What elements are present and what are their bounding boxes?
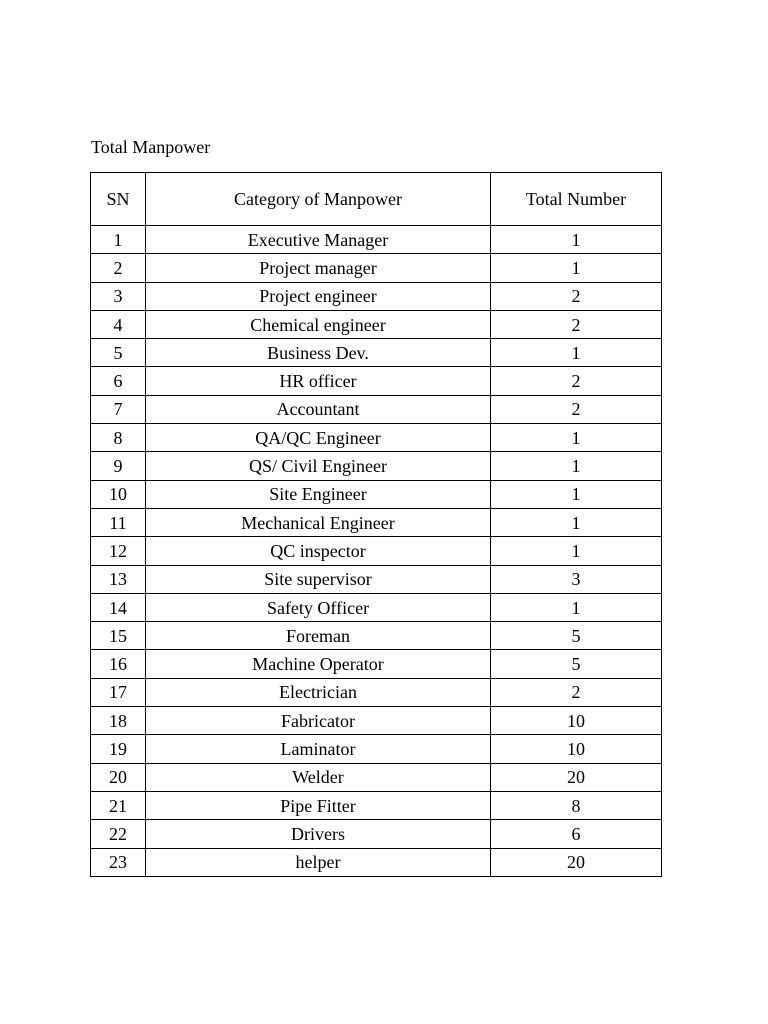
total-number-cell: 1 <box>491 452 662 480</box>
table-row <box>91 226 662 254</box>
sn-cell: 13 <box>91 565 146 593</box>
total-number-cell: 1 <box>491 508 662 536</box>
sn-cell: 2 <box>91 254 146 282</box>
table-row <box>91 763 662 791</box>
category-cell: Executive Manager <box>146 226 491 254</box>
table-row <box>91 424 662 452</box>
category-cell: Site supervisor <box>146 565 491 593</box>
table-body <box>91 226 662 877</box>
category-cell: Project engineer <box>146 282 491 310</box>
sn-cell: 21 <box>91 791 146 819</box>
sn-cell: 8 <box>91 424 146 452</box>
manpower-table <box>90 172 662 877</box>
category-cell: HR officer <box>146 367 491 395</box>
sn-cell: 11 <box>91 508 146 536</box>
sn-cell: 20 <box>91 763 146 791</box>
table-row <box>91 707 662 735</box>
category-cell: Mechanical Engineer <box>146 508 491 536</box>
category-cell: Accountant <box>146 395 491 423</box>
sn-cell: 9 <box>91 452 146 480</box>
total-number-cell: 2 <box>491 678 662 706</box>
category-cell: Foreman <box>146 622 491 650</box>
page-title: Total Manpower <box>91 137 211 157</box>
sn-cell: 22 <box>91 820 146 848</box>
sn-cell: 1 <box>91 226 146 254</box>
category-cell: Site Engineer <box>146 480 491 508</box>
category-cell: Chemical engineer <box>146 310 491 338</box>
table-row <box>91 565 662 593</box>
sn-cell: 18 <box>91 707 146 735</box>
category-cell: Pipe Fitter <box>146 791 491 819</box>
total-number-cell: 2 <box>491 310 662 338</box>
total-number-cell: 1 <box>491 254 662 282</box>
total-number-cell: 2 <box>491 367 662 395</box>
sn-cell: 4 <box>91 310 146 338</box>
table-row <box>91 452 662 480</box>
table-row <box>91 650 662 678</box>
category-cell: Drivers <box>146 820 491 848</box>
table-header <box>91 173 662 226</box>
total-number-cell: 10 <box>491 735 662 763</box>
header-total-number: Total Number <box>491 173 662 226</box>
total-number-cell: 1 <box>491 226 662 254</box>
table-row <box>91 480 662 508</box>
total-number-cell: 1 <box>491 537 662 565</box>
sn-cell: 10 <box>91 480 146 508</box>
sn-cell: 6 <box>91 367 146 395</box>
category-cell: Welder <box>146 763 491 791</box>
category-cell: QS/ Civil Engineer <box>146 452 491 480</box>
table-row <box>91 678 662 706</box>
category-cell: Business Dev. <box>146 339 491 367</box>
table-row <box>91 395 662 423</box>
table-row <box>91 735 662 763</box>
sn-cell: 3 <box>91 282 146 310</box>
table-row <box>91 339 662 367</box>
header-category: Category of Manpower <box>146 173 491 226</box>
sn-cell: 17 <box>91 678 146 706</box>
category-cell: Laminator <box>146 735 491 763</box>
category-cell: QA/QC Engineer <box>146 424 491 452</box>
category-cell: Electrician <box>146 678 491 706</box>
table-row <box>91 593 662 621</box>
table-row <box>91 848 662 876</box>
header-row <box>91 173 662 226</box>
sn-cell: 15 <box>91 622 146 650</box>
sn-cell: 16 <box>91 650 146 678</box>
total-number-cell: 1 <box>491 424 662 452</box>
table-row <box>91 508 662 536</box>
sn-cell: 19 <box>91 735 146 763</box>
category-cell: Safety Officer <box>146 593 491 621</box>
header-sn: SN <box>91 173 146 226</box>
total-number-cell: 5 <box>491 622 662 650</box>
table-row <box>91 367 662 395</box>
total-number-cell: 1 <box>491 593 662 621</box>
table-row <box>91 622 662 650</box>
total-number-cell: 6 <box>491 820 662 848</box>
sn-cell: 5 <box>91 339 146 367</box>
sn-cell: 7 <box>91 395 146 423</box>
category-cell: helper <box>146 848 491 876</box>
total-number-cell: 20 <box>491 848 662 876</box>
total-number-cell: 2 <box>491 282 662 310</box>
total-number-cell: 5 <box>491 650 662 678</box>
total-number-cell: 20 <box>491 763 662 791</box>
table-row <box>91 282 662 310</box>
total-number-cell: 3 <box>491 565 662 593</box>
sn-cell: 14 <box>91 593 146 621</box>
table-row <box>91 254 662 282</box>
category-cell: QC inspector <box>146 537 491 565</box>
table-row <box>91 791 662 819</box>
category-cell: Fabricator <box>146 707 491 735</box>
table-row <box>91 820 662 848</box>
sn-cell: 23 <box>91 848 146 876</box>
total-number-cell: 1 <box>491 339 662 367</box>
table-row <box>91 310 662 338</box>
category-cell: Project manager <box>146 254 491 282</box>
table-row <box>91 537 662 565</box>
total-number-cell: 10 <box>491 707 662 735</box>
total-number-cell: 1 <box>491 480 662 508</box>
sn-cell: 12 <box>91 537 146 565</box>
total-number-cell: 8 <box>491 791 662 819</box>
category-cell: Machine Operator <box>146 650 491 678</box>
total-number-cell: 2 <box>491 395 662 423</box>
